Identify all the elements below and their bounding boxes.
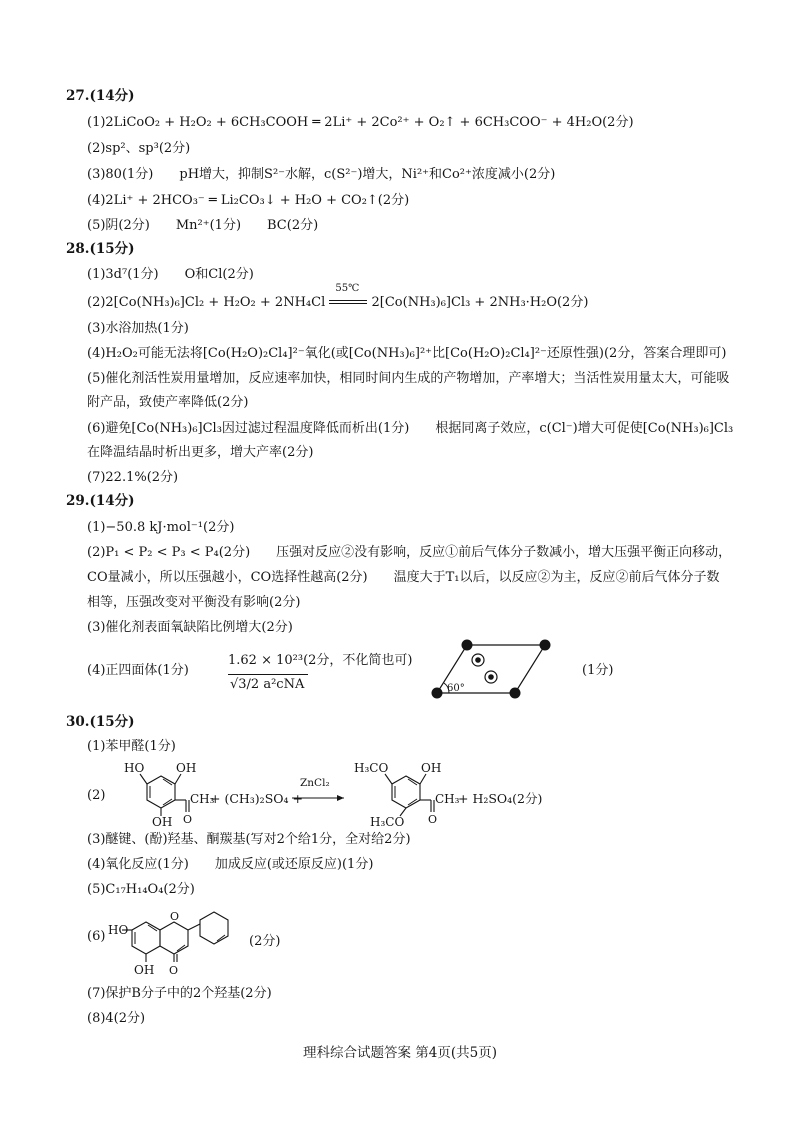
q29-answer-2b: 压强对反应②没有影响，反应①前后气体分子数减小，增大压强平衡正向移动， [276,545,732,560]
reaction-condition-arrow [329,283,367,309]
product-ch3: CH₃ [435,792,460,806]
q30-answer-8: (8)4(2分) [87,1011,146,1026]
unit-cell-diagram [425,637,565,703]
q27-answer-5b: Mn²⁺(1分) [175,218,242,233]
q28-answer-5b: 附产品，致使产率降低(2分) [87,395,249,410]
product-h3co-left: H₃CO [354,761,389,775]
q30-answer-6-score: (2分) [249,934,281,949]
q27-answer-3b: pH增大，抑制S²⁻水解，c(S²⁻)增大，Ni²⁺和Co²⁺浓度减小(2分) [179,167,556,182]
density-formula [228,654,418,702]
q30-answer-1: (1)苯甲醛(1分) [87,739,176,754]
q29-answer-2a: (2)P₁ < P₂ < P₃ < P₄(2分) [87,545,251,560]
atom-top-left [462,640,473,651]
q29-answer-2c: CO量减小，所以压强越小，CO选择性越高(2分) [87,570,368,585]
q30-answer-2-label: (2) [87,788,106,803]
q28-answer-2b: 2[Co(NH₃)₆]Cl₃ + 2NH₃·H₂O(2分) [371,295,589,310]
formula-numerator-value: 1.62 × 10²³ [228,653,304,668]
q28-answer-5a: (5)催化剂活性炭用量增加，反应速率加快，相同时间内生成的产物增加，产率增大；当活性炭用量太大，可能吸 [87,371,730,386]
reaction-temperature: 55℃ [335,283,360,294]
q28-answer-1b: O和Cl(2分) [184,267,254,282]
q29-answer-3: (3)催化剂表面氧缺陷比例增大(2分) [87,620,293,635]
fraction-bar [228,674,308,675]
q28-answer-6 [87,422,733,435]
atom-bottom-left [432,688,443,699]
atom-top-right [540,640,551,651]
flavone-ho: HO [108,923,129,937]
q27-answer-1: (1)2LiCoO₂ + H₂O₂ + 6CH₃COOH ═ 2Li⁺ + 2Co²⁺ + O₂↑ + 6CH₃COO⁻ + 4H₂O(2分) [87,115,634,130]
q27-answer-5c: BC(2分) [267,218,319,233]
q28-answer-2 [87,283,589,310]
q28-answer-3: (3)水浴加热(1分) [87,321,189,336]
q28-answer-6b: 根据同离子效应，c(Cl⁻)增大可促使[Co(NH₃)₆]Cl₃ [435,421,734,436]
q28-answer-1a: (1)3d⁷(1分) [87,267,159,282]
reaction-scheme [108,760,578,828]
flavone-carbonyl-o: O [169,964,179,977]
q29-answer-2e: 相等，压强改变对平衡没有影响(2分) [87,595,301,610]
q30-answer-4 [87,858,373,871]
q27-answer-2: (2)sp²、sp³(2分) [87,141,191,156]
q30-answer-5: (5)C₁₇H₁₄O₄(2分) [87,882,195,897]
flavone-ring-o: O [170,910,180,923]
q27-answer-3 [87,168,555,181]
q30-answer-4b: 加成反应(或还原反应)(1分) [214,857,374,872]
reactant-oh-right: OH [176,761,197,775]
q29-answer-4a: (4)正四面体(1分) [87,663,189,678]
formula-denominator: √3/2 a²cNA [230,677,305,692]
q30-answer-7: (7)保护B分子中的2个羟基(2分) [87,986,272,1001]
q30-answer-6-label: (6) [87,929,106,944]
q28-answer-1 [87,268,254,281]
catalyst-label: ZnCl₂ [300,777,330,789]
product-benzene-ring [392,776,420,808]
q30-answer-3: (3)醚键、(酚)羟基、酮羰基(写对2个给1分，全对给2分) [87,832,411,847]
q27-answer-5 [87,219,318,232]
reactant-ho-left: HO [124,761,145,775]
atom-bottom-right [510,688,521,699]
q28-title: 28.(15分) [66,241,135,257]
q29-cell-score: (1分) [582,663,614,678]
q30-title: 30.(15分) [66,714,135,730]
q27-title: 27.(14分) [66,88,135,104]
q29-answer-2-cont [87,571,720,584]
q29-answer-2d: 温度大于T₁以后，以反应②为主，反应②前后气体分子数 [393,570,720,585]
formula-note: (2分，不化简也可) [303,653,413,668]
q28-answer-4: (4)H₂O₂可能无法将[Co(H₂O)₂Cl₄]²⁻氧化(或[Co(NH₃)₆]²⁺比[Co(H₂O)₂Cl₄]²⁻还原性强)(2分，答案合理即可) [87,346,727,361]
q30-answer-4a: (4)氧化反应(1分) [87,857,189,872]
q28-answer-7: (7)22.1%(2分) [87,470,179,485]
reagent-dimethyl-sulfate: + (CH₃)₂SO₄ + [210,791,303,806]
product-h3co-bottom: H₃CO [370,815,405,828]
reactant-carbonyl-o: O [183,813,193,826]
q28-answer-6a: (6)避免[Co(NH₃)₆]Cl₃因过滤过程温度降低而析出(1分) [87,421,410,436]
q27-answer-3a: (3)80(1分) [87,167,154,182]
formula-numerator [228,654,413,667]
q27-answer-4: (4)2Li⁺ + 2HCO₃⁻ ═ Li₂CO₃↓ + H₂O + CO₂↑(2分) [87,193,410,208]
reactant-oh-bottom: OH [152,815,173,828]
byproduct-sulfuric-acid: + H₂SO₄(2分) [458,791,543,806]
q28-answer-2a: (2)2[Co(NH₃)₆]Cl₂ + H₂O₂ + 2NH₄Cl [87,295,326,310]
flavone-a-ring [132,922,160,954]
reactant-ch3: CH₃ [190,792,215,806]
flavone-oh: OH [134,963,155,977]
product-carbonyl-o: O [428,813,438,826]
page-footer: 理科综合试题答案 第4页(共5页) [302,1045,497,1061]
flavone-b-ring [200,912,228,944]
flavone-c-ring [160,922,188,954]
q28-answer-6c: 在降温结晶时析出更多，增大产率(2分) [87,445,314,460]
q27-answer-5a: (5)阴(2分) [87,218,150,233]
reactant-benzene-ring [147,776,175,808]
cell-angle-label: 60° [447,683,465,694]
q29-answer-1: (1)−50.8 kJ·mol⁻¹(2分) [87,520,235,535]
q29-answer-2 [87,546,731,559]
product-oh-right: OH [421,761,442,775]
q29-title: 29.(14分) [66,493,135,509]
